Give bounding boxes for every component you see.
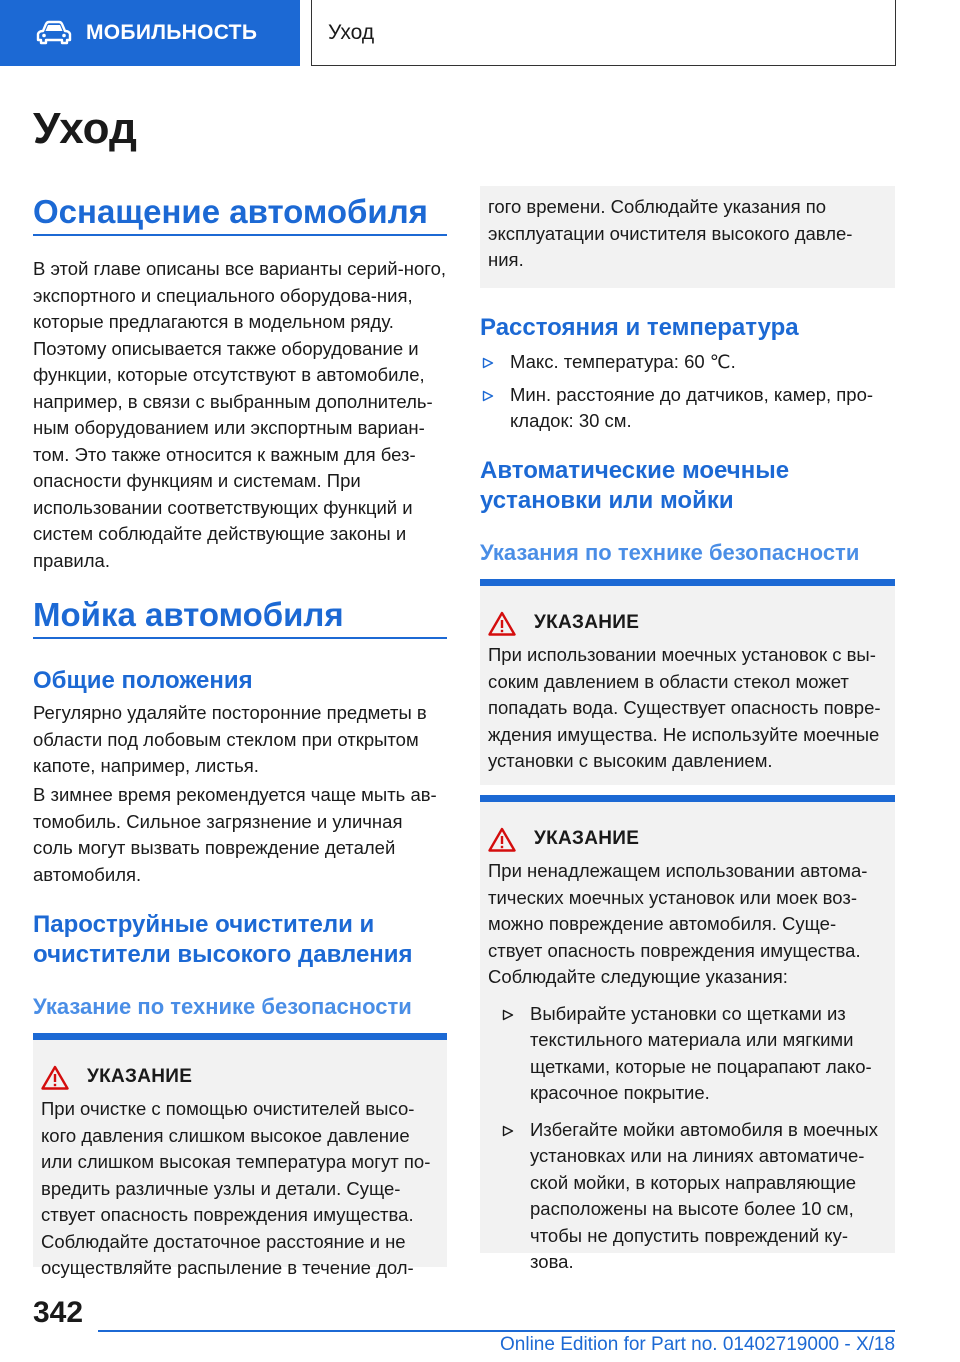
general-text-2: В зимнее время рекомендуется чаще мыть ав-томобиль. Сильное загрязнение и уличная соль могут вызвать повреждение деталей автомобиля. [33, 784, 437, 885]
note-text: При использовании моечных установок с вы-соким давлением в области стекол может попадать вода. Существует опасность повре-ждения имущества. Не используйте моечные установки с высоким давлением. [488, 644, 881, 771]
list-item: Макс. температура: 60 ℃. [480, 349, 895, 376]
car-icon [36, 20, 72, 46]
bullet-triangle-icon [482, 357, 494, 369]
header-tab-label: МОБИЛЬНОСТЬ [86, 21, 258, 44]
note-list [488, 1001, 887, 1276]
section-title-equipment: Оснащение автомобиля [33, 193, 428, 230]
note-label: УКАЗАНИЕ [534, 828, 640, 849]
general-text-1: Регулярно удаляйте посторонние предметы в области под лобовым стеклом при открытом капоте, например, листья. [33, 702, 427, 776]
warning-icon [41, 1065, 69, 1090]
page-title: Уход [33, 104, 137, 153]
subsection-title-pressure-cleaners: Пароструйные очистители и очистители высокого давления [33, 911, 413, 968]
note-label: УКАЗАНИЕ [87, 1066, 193, 1087]
note-text: При очистке с помощью очистителей высо-кого давления слишком высокое давление или слишком высокая температура могут по-вредить различные узлы и детали. Суще-ствует опасность повреждения имущества. Соблюдайте достаточное расстояние и не осуществляйте распыление в течение дол- [41, 1098, 431, 1278]
equipment-text: В этой главе описаны все варианты серий-ного, экспортного и специального оборудова-ния, которые предлагаются в модельном ряду. Поэтому описывается также оборудование и функции, которые отсутствуют в автомобиле, например, в связи с выбранным дополнитель-ным оборудованием или экспортным вариан-том. Это также относится к важным для без-опасности функциям и системам. При использовании соответствующих функций и систем соблюдайте действующие законы и правила. [33, 258, 447, 571]
note-box-pressure [33, 1033, 447, 1278]
subsection-title-distance: Расстояния и температура [480, 314, 799, 341]
footer-edition: Online Edition for Part no. 01402719000 - X/18 [500, 1334, 896, 1355]
breadcrumb [311, 0, 896, 66]
note-box-wash-pressure [480, 579, 895, 785]
bullet-triangle-icon [482, 390, 494, 402]
page-number: 342 [33, 1296, 84, 1329]
header-tab-mobility[interactable] [0, 0, 300, 66]
note-label: УКАЗАНИЕ [534, 612, 640, 633]
section-rule [33, 637, 447, 639]
list-item: Выбирайте установки со щетками из текстильного материала или мягкими щетками, которые не поцарапают лако-красочное покрытие. [500, 1001, 887, 1107]
note-box-continued [480, 186, 895, 288]
note-text-continued: гого времени. Соблюдайте указания по эксплуатации очистителя высокого давле-ния. [488, 196, 853, 270]
footer-rule [98, 1330, 895, 1332]
note-box-wash-improper [480, 795, 895, 1272]
bullet-triangle-icon [502, 1125, 514, 1137]
list-item: Избегайте мойки автомобиля в моечных установках или на линиях автоматиче-ской мойки, в которых направляющие расположены на высоте более 10 см, чтобы не допустить повреждений ку-зова. [500, 1117, 887, 1276]
subsection-title-general: Общие положения [33, 667, 253, 694]
safety-title-left: Указание по технике безопасности [33, 994, 412, 1019]
safety-title-right: Указания по технике безопасности [480, 540, 860, 565]
section-rule [33, 234, 447, 236]
list-item: Мин. расстояние до датчиков, камер, про-кладок: 30 см. [480, 382, 895, 435]
warning-icon [488, 827, 516, 852]
section-title-washing: Мойка автомобиля [33, 596, 344, 633]
bullet-triangle-icon [502, 1009, 514, 1021]
breadcrumb-text: Уход [328, 20, 375, 44]
subsection-title-car-wash: Автоматические моечные установки или мойки [480, 457, 790, 514]
distance-list [480, 349, 895, 435]
warning-icon [488, 611, 516, 636]
note-text: При ненадлежащем использовании автома-тических моечных установок или моек воз-можно повреждение автомобиля. Суще-ствует опасность повреждения имущества. Соблюдайте следующие указания: [488, 860, 868, 987]
